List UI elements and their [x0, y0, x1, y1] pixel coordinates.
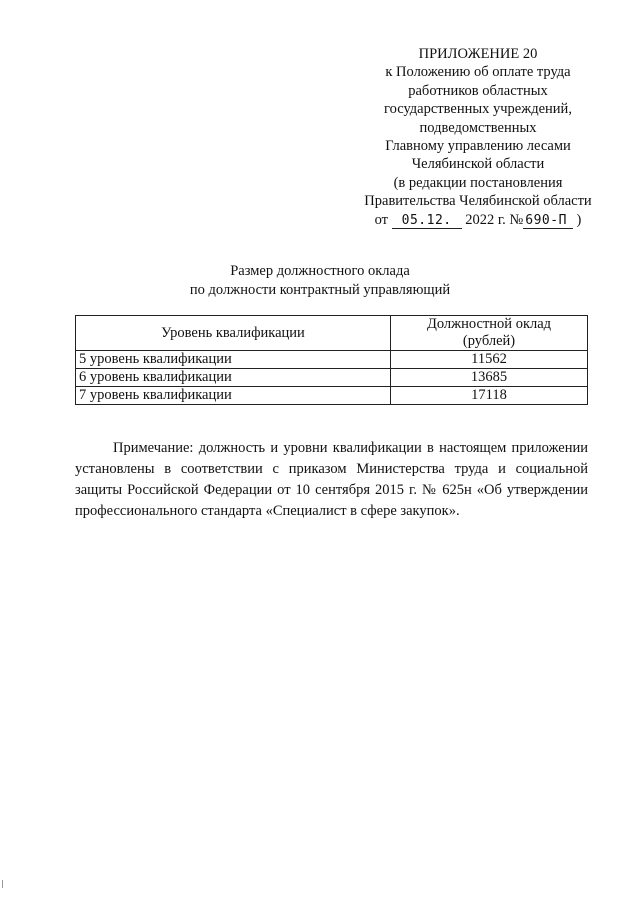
- appendix-header-line: государственных учреждений,: [384, 101, 572, 118]
- appendix-header-line: Правительства Челябинской области: [364, 193, 592, 210]
- resolution-date-value: 05.12.: [392, 213, 462, 229]
- salary-value-cell: 11562: [391, 351, 588, 369]
- appendix-header-line: работников областных: [408, 82, 548, 99]
- title-line-2: по должности контрактный управляющий: [189, 282, 451, 298]
- qualification-level-cell: 5 уровень квалификации: [76, 351, 391, 369]
- qualification-level-cell: 6 уровень квалификации: [76, 369, 391, 387]
- footnote-paragraph: Примечание: должность и уровни квалификации в настоящем приложении установлены в соответствии с приказом Министерства труда и социальной защиты Российской Федерации от 10 сентября 2015 г. № 625н «Об утверждении профессионального стандарта «Специалист в сфере закупок».: [75, 439, 588, 519]
- table-row: [76, 387, 588, 405]
- year-and-number-label: 2022 г. №: [465, 211, 524, 228]
- column-header-salary-line1: Должностной оклад: [426, 316, 552, 332]
- salary-value-cell: 13685: [391, 369, 588, 387]
- table-row: [76, 351, 588, 369]
- appendix-header-line: к Положению об оплате труда: [385, 64, 571, 81]
- scan-edge-mark: [2, 880, 8, 888]
- table-row: [76, 369, 588, 387]
- table-header-row: [76, 316, 588, 351]
- document-title: [0, 262, 640, 300]
- resolution-number-value: 690-П: [523, 213, 573, 229]
- qualification-level-cell: 7 уровень квалификации: [76, 387, 391, 405]
- appendix-header: [318, 45, 638, 229]
- title-line-1: Размер должностного оклада: [230, 263, 410, 279]
- date-prefix: от: [374, 211, 388, 228]
- appendix-header-line: (в редакции постановления: [393, 174, 563, 191]
- appendix-header-line: Челябинской области: [411, 156, 545, 173]
- appendix-header-line: подведомственных: [419, 119, 537, 136]
- salary-table: [75, 315, 588, 405]
- column-header-level: Уровень квалификации: [76, 316, 391, 351]
- column-header-salary: [391, 316, 588, 351]
- date-suffix: ): [576, 211, 582, 228]
- salary-value-cell: 17118: [391, 387, 588, 405]
- column-header-salary-line2: (рублей): [462, 333, 516, 349]
- resolution-date-line: [318, 211, 638, 229]
- appendix-number: ПРИЛОЖЕНИЕ 20: [418, 46, 538, 62]
- appendix-header-line: Главному управлению лесами: [385, 138, 571, 155]
